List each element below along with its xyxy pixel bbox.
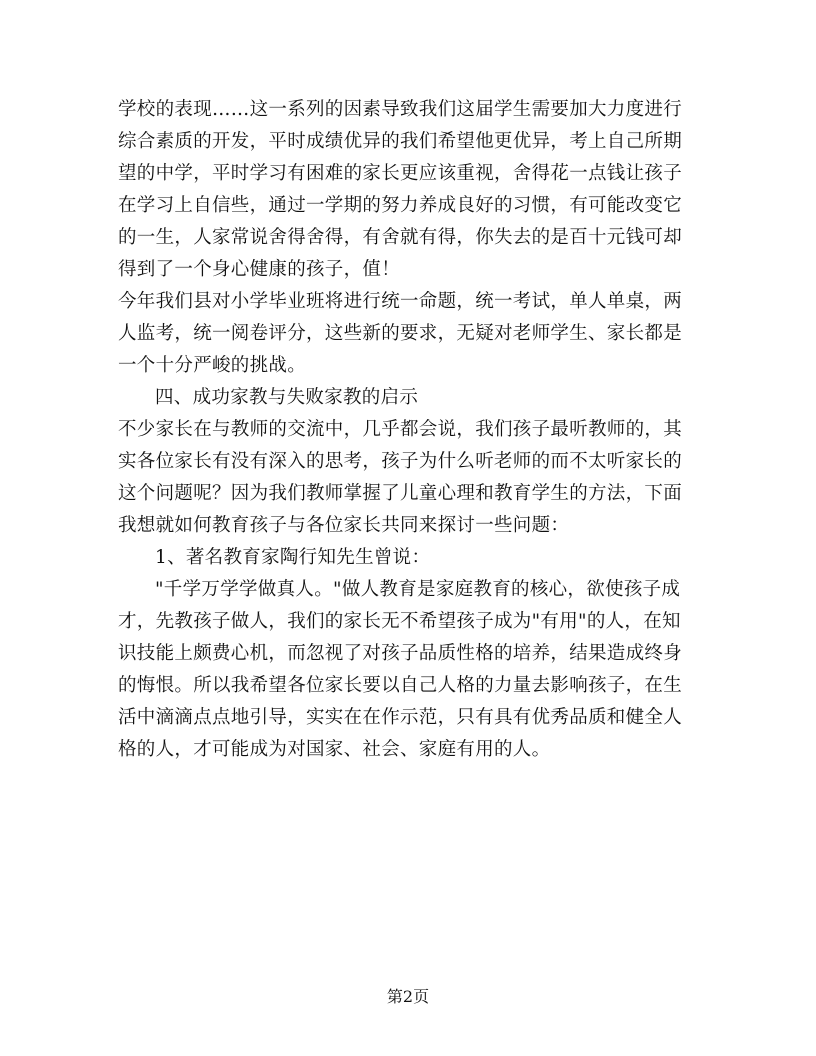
text-line: 学校的表现……这一系列的因素导致我们这届学生需要加大力度进行 bbox=[118, 99, 683, 120]
text-line: 这个问题呢？因为我们教师掌握了儿童心理和教育学生的方法，下面 bbox=[118, 483, 683, 504]
text-line: 一个十分严峻的挑战。 bbox=[118, 355, 307, 376]
text-line: 不少家长在与教师的交流中，几乎都会说，我们孩子最听教师的，其 bbox=[118, 419, 683, 440]
section-heading: 四、成功家教与失败家教的启示 bbox=[155, 387, 419, 408]
text-line: 实各位家长有没有深入的思考，孩子为什么听老师的而不太听家长的 bbox=[118, 451, 683, 472]
text-line: "千学万学学做真人。"做人教育是家庭教育的核心，欲使孩子成 bbox=[155, 579, 681, 600]
text-line: 的悔恨。所以我希望各位家长要以自己人格的力量去影响孩子，在生 bbox=[118, 675, 683, 696]
text-line: 在学习上自信些，通过一学期的努力养成良好的习惯，有可能改变它 bbox=[118, 195, 683, 216]
text-line: 今年我们县对小学毕业班将进行统一命题，统一考试，单人单桌，两 bbox=[118, 291, 683, 312]
text-line: 我想就如何教育孩子与各位家长共同来探讨一些问题： bbox=[118, 515, 570, 536]
text-line: 才，先教孩子做人，我们的家长无不希望孩子成为"有用"的人，在知 bbox=[118, 611, 681, 632]
text-line: 得到了一个身心健康的孩子，值！ bbox=[118, 259, 401, 280]
text-line: 格的人，才可能成为对国家、社会、家庭有用的人。 bbox=[118, 739, 551, 760]
text-line: 活中滴滴点点地引导，实实在在作示范，只有具有优秀品质和健全人 bbox=[118, 707, 683, 728]
page-number: 第2页 bbox=[386, 987, 430, 1006]
document-body bbox=[118, 94, 698, 766]
text-line: 识技能上颇费心机，而忽视了对孩子品质性格的培养，结果造成终身 bbox=[118, 643, 683, 664]
numbered-item: 1、著名教育家陶行知先生曾说： bbox=[155, 547, 431, 568]
text-line: 的一生，人家常说舍得舍得，有舍就有得，你失去的是百十元钱可却 bbox=[118, 227, 683, 248]
text-line: 望的中学，平时学习有困难的家长更应该重视，舍得花一点钱让孩子 bbox=[118, 163, 683, 184]
text-line: 综合素质的开发，平时成绩优异的我们希望他更优异，考上自己所期 bbox=[118, 131, 683, 152]
text-line: 人监考，统一阅卷评分，这些新的要求，无疑对老师学生、家长都是 bbox=[118, 323, 683, 344]
